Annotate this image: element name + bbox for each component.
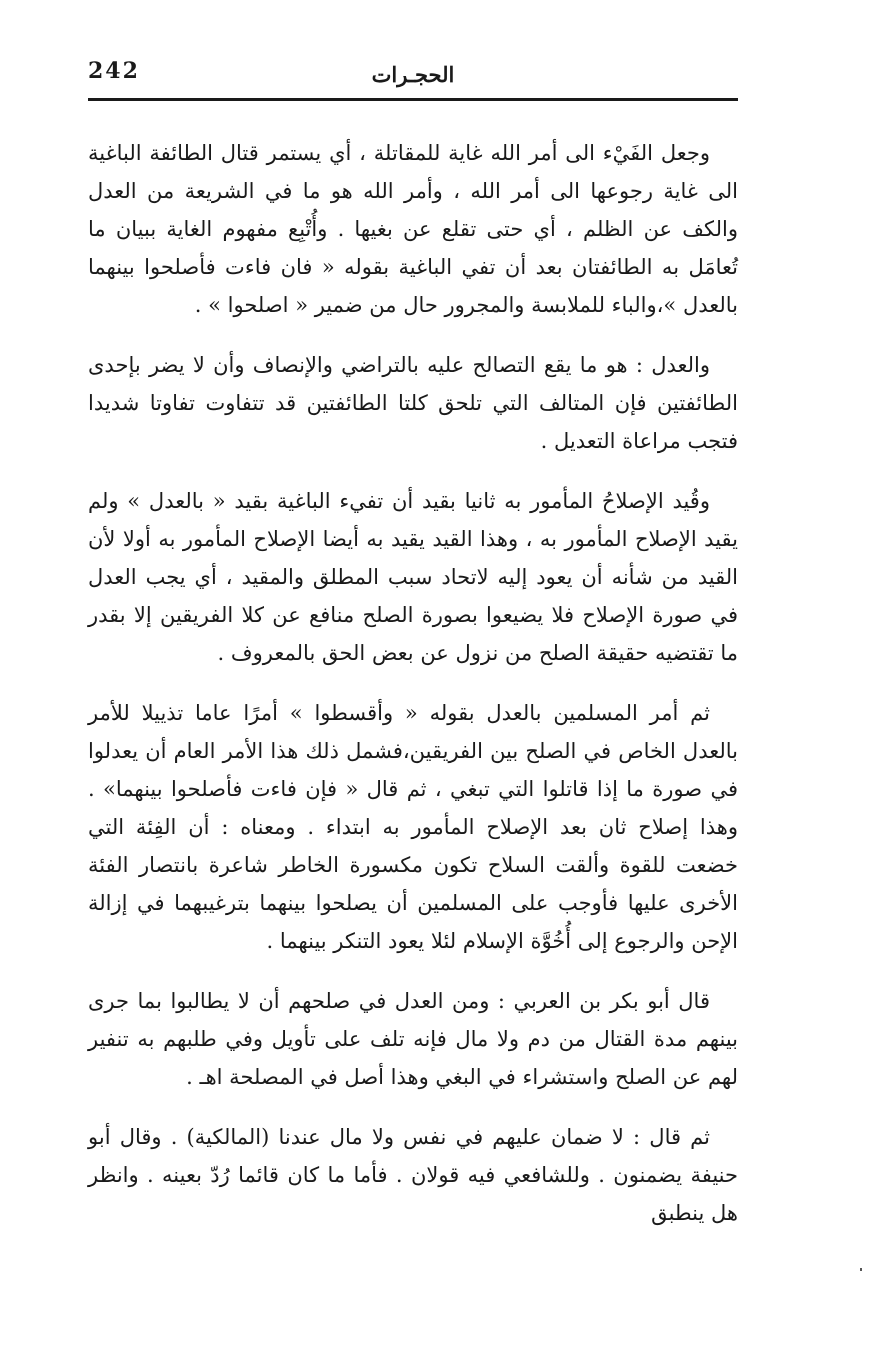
running-title: الحجـرات	[371, 62, 455, 87]
body-text	[88, 134, 738, 1254]
paragraph: والعدل : هو ما يقع التصالح عليه بالتراضي والإنصاف وأن لا يضر بإحدى الطائفتين فإن المتالف التي تلحق كلتا الطائفتين قد تتفاوت تفاوتا شديدا فتجب مراعاة التعديل .	[88, 353, 738, 453]
scan-mark	[860, 1268, 862, 1271]
paragraph: ثم قال : لا ضمان عليهم في نفس ولا مال عندنا (المالكية) . وقال أبو حنيفة يضمنون . وللشافعي فيه قولان . فأما ما كان قائما رُدّ بعينه . وانظر هل ينطبق	[88, 1125, 738, 1225]
paragraph: وجعل الفَيْء الى أمر الله غاية للمقاتلة ، أي يستمر قتال الطائفة الباغية الى غاية رجوعها الى أمر الله ، وأمر الله هو ما في الشريعة من العدل والكف عن الظلم ، أي حتى تقلع عن بغيها . وأُتْبِع مفهوم الغاية ببيان ما تُعامَل به الطائفتان بعد أن تفي الباغية بقوله « فان فاءت فأصلحوا بينهما بالعدل »،والباء للملابسة والمجرور حال من ضمير « اصلحوا » .	[88, 141, 738, 317]
header-rule	[88, 98, 738, 101]
paragraph: وقُيد الإصلاحُ المأمور به ثانيا بقيد أن تفيء الباغية بقيد « بالعدل » ولم يقيد الإصلاح المأمور به ، وهذا القيد يقيد به أيضا الإصلاح المأمور به أولا لأن القيد من شأنه أن يعود إليه لاتحاد سبب المطلق والمقيد ، أي يجب العدل في صورة الإصلاح فلا يضيعوا بصورة الصلح منافع عن كلا الفريقين إلا بقدر ما تقتضيه حقيقة الصلح من نزول عن بعض الحق بالمعروف .	[88, 489, 738, 665]
page-header	[88, 58, 738, 98]
paragraph: ثم أمر المسلمين بالعدل بقوله « وأقسطوا » أمرًا عاما تذييلا للأمر بالعدل الخاص في الصلح بين الفريقين،فشمل ذلك هذا الأمر العام أن يعدلوا في صورة ما إذا قاتلوا التي تبغي ، ثم قال « فإن فاءت فأصلحوا بينهما» . وهذا إصلاح ثان بعد الإصلاح المأمور به ابتداء . ومعناه : أن الفِئة التي خضعت للقوة وألقت السلاح تكون مكسورة الخاطر شاعرة بانتصار الفئة الأخرى عليها فأوجب على المسلمين أن يصلحوا بينهما بترغيبهما في إزالة الإحن والرجوع إلى أُخُوَّة الإسلام لئلا يعود التنكر بينهما .	[88, 701, 738, 953]
page-number: 242	[88, 58, 140, 84]
paragraph: قال أبو بكر بن العربي : ومن العدل في صلحهم أن لا يطالبوا بما جرى بينهم مدة القتال من دم ولا مال فإنه تلف على تأويل وفي طلبهم به تنفير لهم عن الصلح واستشراء في البغي وهذا أصل في المصلحة اهـ .	[88, 989, 738, 1089]
